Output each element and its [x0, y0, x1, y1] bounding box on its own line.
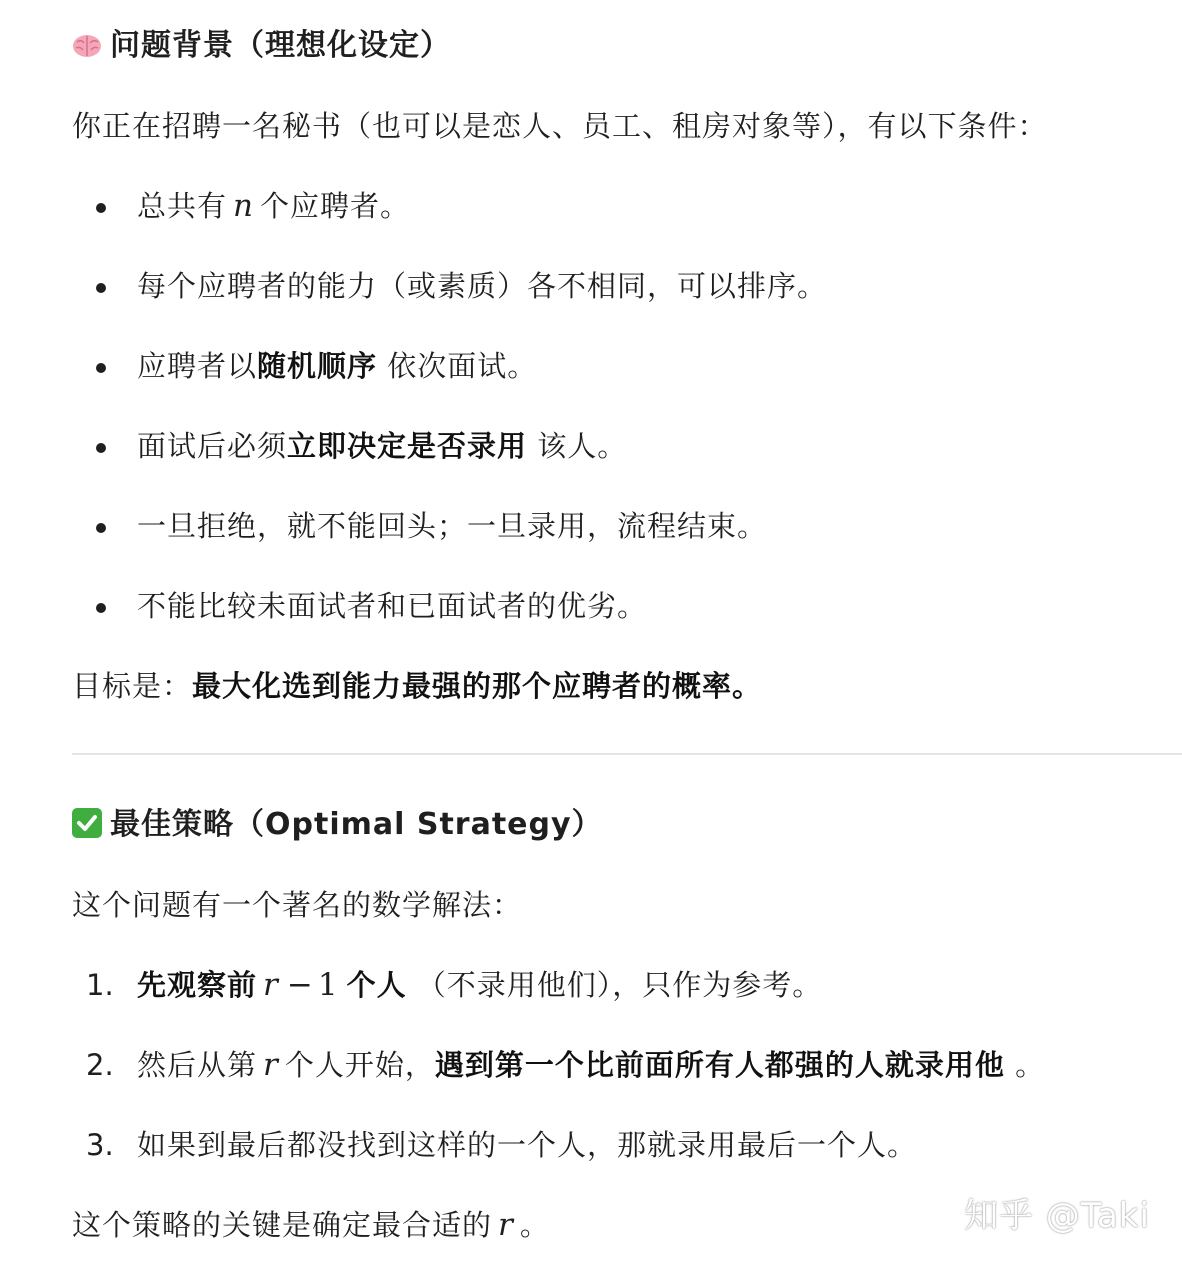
bullet-dot — [96, 283, 106, 293]
list-item: 一旦拒绝，就不能回头；一旦录用，流程结束。 — [137, 509, 768, 543]
section-divider — [72, 753, 1182, 755]
math-variable-n: n — [233, 188, 254, 224]
intro-paragraph: 你正在招聘一名秘书（也可以是恋人、员工、租房对象等），有以下条件： — [72, 109, 1048, 143]
bullet-dot — [96, 363, 106, 373]
section-title: 最佳策略（Optimal Strategy） — [110, 807, 603, 842]
list-item — [137, 346, 537, 386]
closing-paragraph — [72, 1205, 550, 1245]
bullet-dot — [96, 203, 106, 213]
brain-icon — [72, 30, 102, 70]
math-number: 1 — [317, 967, 339, 1003]
list-item: 如果到最后都没找到这样的一个人，那就录用最后一个人。 — [137, 1128, 918, 1162]
step-number: 3. — [86, 1128, 114, 1162]
check-mark-icon — [72, 808, 102, 849]
section-heading-strategy — [72, 805, 603, 849]
closing-text: 。 — [519, 1208, 550, 1242]
list-item-text: 面试后必须 — [137, 429, 288, 463]
list-item — [137, 965, 822, 1005]
bullet-dot — [96, 443, 106, 453]
bold-emphasis: 随机顺序 — [257, 349, 378, 383]
step-number: 1. — [86, 968, 114, 1002]
math-variable-r: r — [263, 967, 279, 1003]
list-item-text: 。 — [1004, 1048, 1046, 1082]
section-heading-background — [72, 26, 451, 70]
goal-label: 目标是： — [72, 669, 193, 703]
bullet-dot — [96, 523, 106, 533]
bold-emphasis: 立即决定是否录用 — [287, 429, 528, 463]
math-variable-r: r — [498, 1207, 514, 1243]
list-item: 每个应聘者的能力（或素质）各不相同，可以排序。 — [137, 269, 828, 303]
zhihu-watermark: 知乎 @Taki — [964, 1196, 1150, 1236]
list-item-text: 总共有 — [137, 189, 228, 223]
goal-bold: 最大化选到能力最强的那个应聘者的概率。 — [192, 669, 763, 703]
intro-paragraph: 这个问题有一个著名的数学解法： — [72, 888, 523, 922]
list-item: 不能比较未面试者和已面试者的优劣。 — [137, 589, 648, 623]
bold-emphasis: 遇到第一个比前面所有人都强的人就录用他 — [434, 1048, 1005, 1082]
bold-emphasis: 个人 — [346, 968, 407, 1002]
list-item-text: 个应聘者。 — [259, 189, 410, 223]
step-number: 2. — [86, 1048, 114, 1082]
bold-emphasis: 先观察前 — [137, 968, 258, 1002]
list-item — [137, 186, 410, 226]
list-item-text: 然后从第 — [137, 1048, 258, 1082]
list-item-text: 该人。 — [527, 429, 628, 463]
math-variable-r: r — [263, 1047, 279, 1083]
closing-text: 这个策略的关键是确定最合适的 — [72, 1208, 493, 1242]
section-title: 问题背景（理想化设定） — [110, 28, 451, 63]
list-item-text: 个人开始， — [284, 1048, 435, 1082]
list-item-text: 依次面试。 — [377, 349, 538, 383]
list-item-text: 应聘者以 — [137, 349, 258, 383]
goal-paragraph — [72, 666, 762, 706]
bullet-dot — [96, 603, 106, 613]
math-operator: − — [286, 967, 314, 1003]
list-item-text: （不录用他们），只作为参考。 — [406, 968, 823, 1002]
list-item — [137, 426, 627, 466]
list-item — [137, 1045, 1045, 1085]
